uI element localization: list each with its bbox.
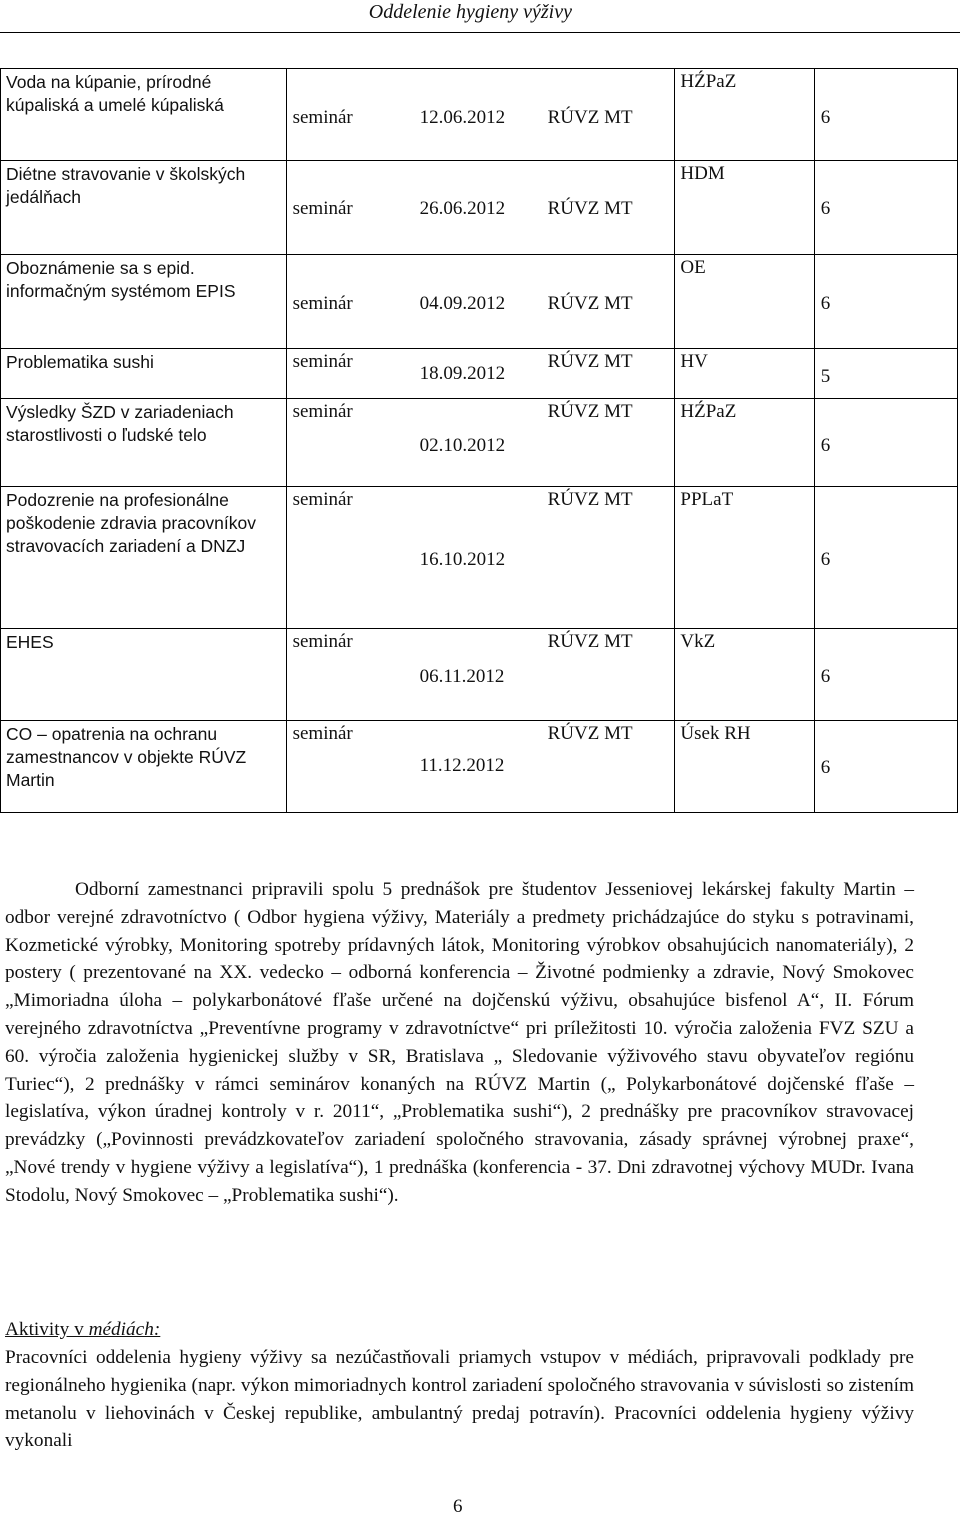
responsible-cell (675, 487, 814, 629)
event-cell (286, 399, 675, 487)
topic-text: Oboznámenie sa s epid. informačným systémom EPIS (6, 258, 236, 301)
count-cell (814, 721, 957, 813)
table-row (1, 399, 958, 487)
topic-cell (1, 487, 287, 629)
event-type: seminár (292, 351, 353, 372)
event-cell (286, 629, 675, 721)
participant-count: 6 (820, 198, 831, 219)
table-row (1, 349, 958, 399)
event-date: 26.06.2012 (419, 198, 506, 219)
count-cell (814, 487, 957, 629)
event-type: seminár (292, 723, 353, 744)
lectures-text: Odborní zamestnanci pripravili spolu 5 prednášok pre študentov Jesseniovej lekárskej fakulty Martin – odbor verejné zdravotníctvo ( Odbor hygiena výživy, Materiály a predmety prichádzajúce do styku s potravinami, Kozmetické výrobky, Monitoring spotreby prídavných látok, Monitoring výrobkov obsahujúcich nanomateriály), 2 postery ( prezentované na XX. vedecko – odborná konferencia – Životné podmienky a zdravie, Nový Smokovec „Mimoriadna úloha – polykarbonátové fľaše určené na dojčenskú výživu, obsahujúce bisfenol A“, II. Fórum verejného zdravotníctva „Preventívne programy v zdravotníctve“ pri príležitosti 10. výročia založenia FVZ SZU a 60. výročia založenia hygienickej služby v SR, Bratislava „ Sledovanie výživového stavu obyvateľov regiónu Turiec“), 2 prednášky v rámci seminárov konaných na RÚVZ Martin („ Polykarbonátové dojčenské fľaše – legislatíva, výkon úradnej kontroly v r. 2011“, „Problematika sushi“), 2 prednášky pre pracovníkov stravovacej prevádzky („Povinnosti prevádzkovateľov zariadení spoločného stravovania, zásady správnej výrobnej praxe“, „Nové trendy v hygiene výživy a legislatíva“), 1 prednáška (konferencia - 37. Dni zdravotnej výchovy MUDr. Ivana Stodolu, Nový Smokovec – „Problematika sushi“). (5, 879, 914, 1206)
topic-cell (1, 161, 287, 255)
responsible-cell (675, 161, 814, 255)
page-number: 6 (453, 1496, 463, 1517)
event-organizer: RÚVZ MT (547, 293, 633, 314)
topic-text: Problematika sushi (6, 352, 154, 372)
responsible-dept: Úsek RH (680, 723, 751, 744)
responsible-cell (675, 69, 814, 161)
responsible-cell (675, 629, 814, 721)
event-cell (286, 721, 675, 813)
table-row (1, 69, 958, 161)
event-date: 06.11.2012 (419, 666, 505, 687)
participant-count: 6 (820, 549, 831, 570)
event-cell (286, 487, 675, 629)
responsible-dept: HDM (680, 163, 725, 184)
responsible-cell (675, 349, 814, 399)
participant-count: 6 (820, 435, 831, 456)
event-type: seminár (292, 489, 353, 510)
count-cell (814, 69, 957, 161)
page-header-title: Oddelenie hygieny výživy (368, 1, 572, 23)
count-cell (814, 629, 957, 721)
event-organizer: RÚVZ MT (547, 489, 633, 510)
event-organizer: RÚVZ MT (547, 401, 633, 422)
event-organizer: RÚVZ MT (547, 631, 633, 652)
topic-cell (1, 629, 287, 721)
responsible-dept: HŹPaZ (680, 71, 737, 92)
event-date: 04.09.2012 (419, 293, 506, 314)
event-organizer: RÚVZ MT (547, 723, 633, 744)
count-cell (814, 399, 957, 487)
event-organizer: RÚVZ MT (547, 198, 633, 219)
event-date: 12.06.2012 (419, 107, 506, 128)
media-activities-paragraph: Pracovníci oddelenia hygieny výživy sa nezúčastňovali priamych vstupov v médiách, pripravovali podklady pre regionálneho hygienika (napr. výkon mimoriadnych kontrol zariadení spoločného stravovania v súvislosti so zistením metanolu v liehovinách v Českej republike, ambulantný predaj potravín). Pracovníci oddelenia hygieny výživy vykonali (5, 1347, 914, 1452)
seminars-table (0, 68, 958, 813)
count-cell (814, 255, 957, 349)
topic-cell (1, 349, 287, 399)
table-row (1, 161, 958, 255)
participant-count: 6 (820, 293, 831, 314)
participant-count: 5 (820, 366, 831, 387)
topic-cell (1, 69, 287, 161)
topic-text: Diétne stravovanie v školských jedálňach (6, 164, 246, 207)
responsible-cell (675, 255, 814, 349)
event-organizer: RÚVZ MT (547, 107, 633, 128)
topic-text: EHES (6, 632, 54, 652)
topic-text: CO – opatrenia na ochranu zamestnancov v objekte RÚVZ Martin (6, 724, 247, 790)
heading-lead: Aktivity v (5, 1319, 89, 1340)
responsible-dept: VkZ (680, 631, 716, 652)
topic-text: Výsledky ŠZD v zariadeniach starostlivosti o ľudské telo (6, 402, 234, 445)
media-activities-heading (5, 1316, 160, 1343)
count-cell (814, 161, 957, 255)
responsible-dept: OE (680, 257, 706, 278)
table-row (1, 721, 958, 813)
event-cell (286, 161, 675, 255)
table-row (1, 629, 958, 721)
topic-cell (1, 721, 287, 813)
responsible-dept: HŹPaZ (680, 401, 737, 422)
count-cell (814, 349, 957, 399)
event-cell (286, 255, 675, 349)
event-date: 16.10.2012 (419, 549, 506, 570)
participant-count: 6 (820, 757, 831, 778)
topic-text: Voda na kúpanie, prírodné kúpaliská a umelé kúpaliská (6, 72, 224, 115)
topic-text: Podozrenie na profesionálne poškodenie zdravia pracovníkov stravovacích zariadení a DNZJ (6, 490, 257, 556)
heading-emphasis: médiách: (88, 1319, 161, 1340)
topic-cell (1, 399, 287, 487)
event-type: seminár (292, 198, 353, 219)
responsible-dept: HV (680, 351, 708, 372)
participant-count: 6 (820, 666, 831, 687)
event-type: seminár (292, 293, 353, 314)
event-cell (286, 69, 675, 161)
header-divider (0, 32, 960, 33)
event-date: 11.12.2012 (419, 755, 505, 776)
responsible-cell (675, 721, 814, 813)
lectures-paragraph (5, 876, 914, 1210)
table-row (1, 255, 958, 349)
event-date: 18.09.2012 (419, 363, 506, 384)
responsible-cell (675, 399, 814, 487)
participant-count: 6 (820, 107, 831, 128)
event-organizer: RÚVZ MT (547, 351, 633, 372)
table-row (1, 487, 958, 629)
responsible-dept: PPLaT (680, 489, 734, 510)
event-type: seminár (292, 631, 353, 652)
event-type: seminár (292, 401, 353, 422)
event-date: 02.10.2012 (419, 435, 506, 456)
event-cell (286, 349, 675, 399)
topic-cell (1, 255, 287, 349)
event-type: seminár (292, 107, 353, 128)
